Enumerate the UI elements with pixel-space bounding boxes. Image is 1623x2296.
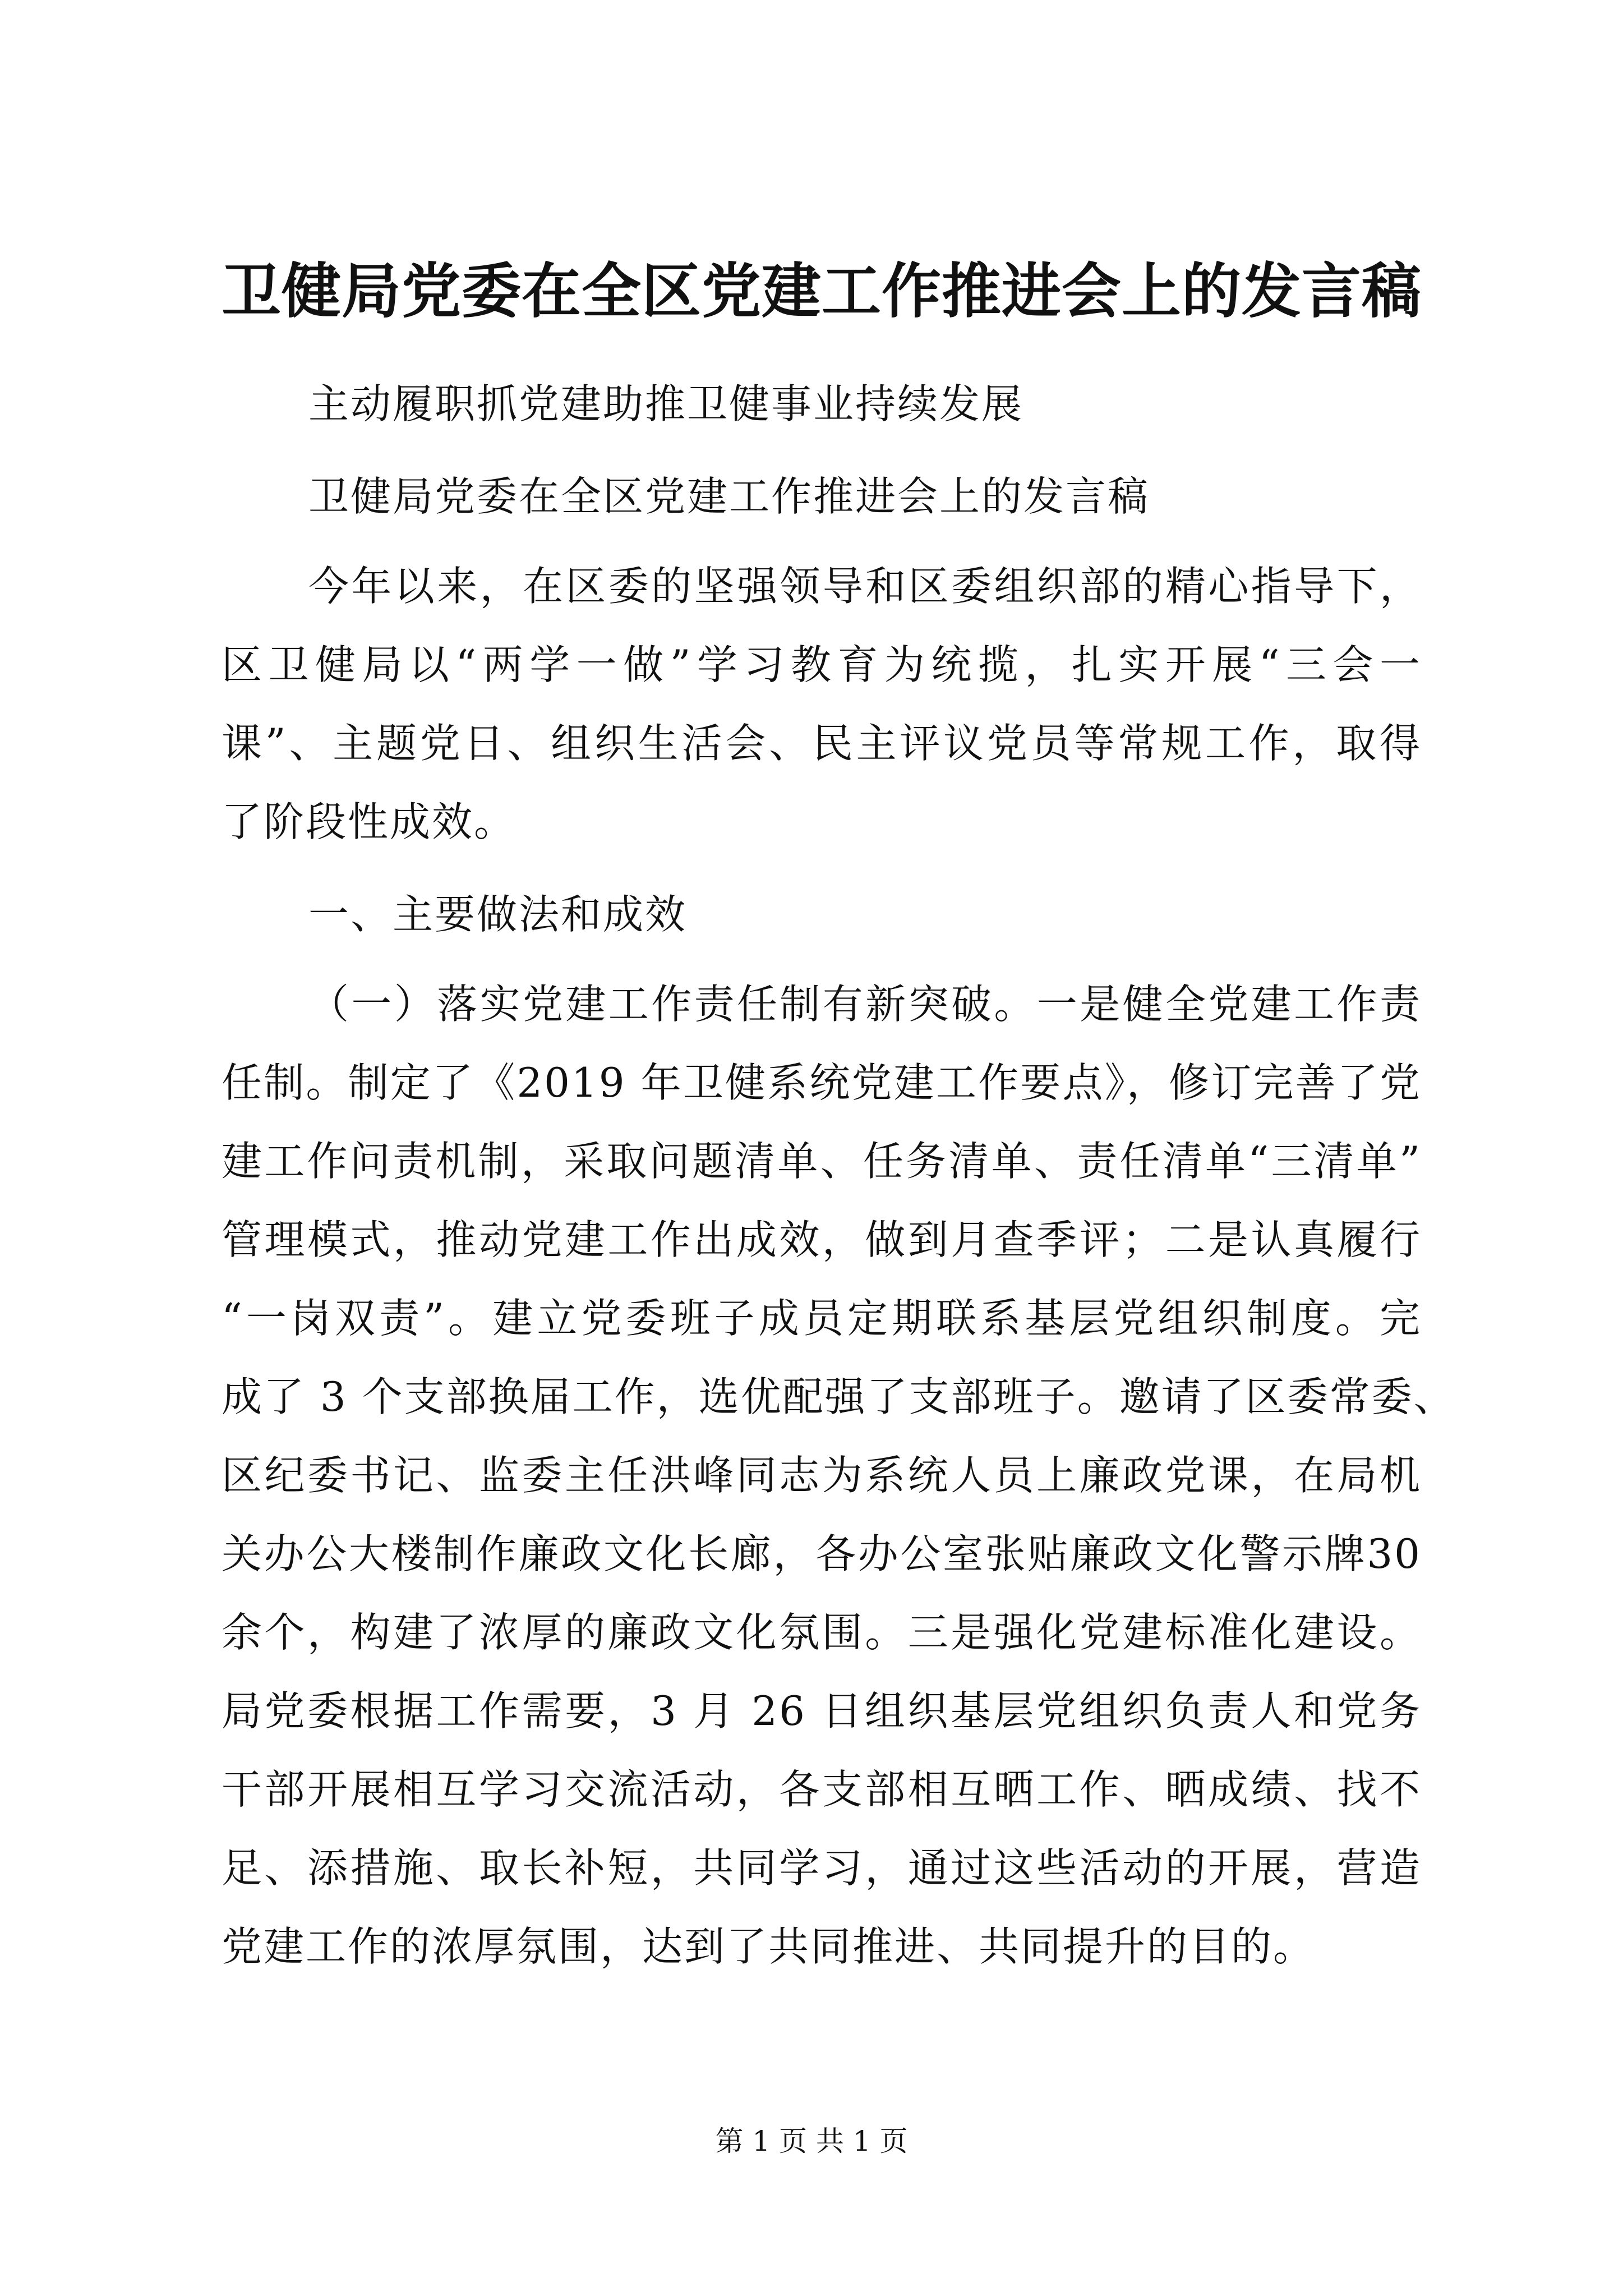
subtitle-line: 卫健局党委在全区党建工作推进会上的发言稿: [308, 473, 1150, 520]
paragraph-line: 课”、主题党日、组织生活会、民主评议党员等常规工作，取得: [222, 720, 1422, 767]
page-number-footer: 第 1 页 共 1 页: [715, 2125, 908, 2157]
paragraph-line: 党建工作的浓厚氛围，达到了共同推进、共同提升的目的。: [222, 1923, 1316, 1970]
paragraph-line: 建工作问责机制，采取问题清单、任务清单、责任清单“三清单”: [222, 1138, 1422, 1185]
paragraph-line: 关办公大楼制作廉政文化长廊，各办公室张贴廉政文化警示牌30: [222, 1530, 1422, 1577]
paragraph-line: 任制。制定了《2019 年卫健系统党建工作要点》，修订完善了党: [222, 1059, 1422, 1106]
paragraph-line: “一岗双责”。建立党委班子成员定期联系基层党组织制度。完: [222, 1295, 1422, 1342]
paragraph-line: 了阶段性成效。: [222, 798, 517, 845]
paragraph-line: 成了 3 个支部换届工作，选优配强了支部班子。邀请了区委常委、: [222, 1373, 1456, 1420]
section-heading: 一、主要做法和成效: [308, 891, 688, 938]
paragraph-line: 区纪委书记、监委主任洪峰同志为系统人员上廉政党课，在局机: [222, 1452, 1422, 1499]
document-title: 卫健局党委在全区党建工作推进会上的发言稿: [222, 257, 1422, 326]
subtitle-line: 主动履职抓党建助推卫健事业持续发展: [308, 380, 1024, 427]
paragraph-line: 区卫健局以“两学一做”学习教育为统揽，扎实开展“三会一: [222, 641, 1422, 688]
paragraph-line: 足、添措施、取长补短，共同学习，通过这些活动的开展，营造: [222, 1844, 1422, 1892]
paragraph-line: 今年以来，在区委的坚强领导和区委组织部的精心指导下，: [308, 563, 1422, 610]
paragraph-line: 局党委根据工作需要，3 月 26 日组织基层党组织负责人和党务: [222, 1687, 1422, 1734]
paragraph-line: 管理模式，推动党建工作出成效，做到月查季评；二是认真履行: [222, 1216, 1422, 1263]
paragraph-line: 干部开展相互学习交流活动，各支部相互晒工作、晒成绩、找不: [222, 1766, 1422, 1813]
paragraph-line: （一）落实党建工作责任制有新突破。一是健全党建工作责: [308, 981, 1422, 1028]
paragraph-line: 余个，构建了浓厚的廉政文化氛围。三是强化党建标准化建设。: [222, 1609, 1422, 1656]
